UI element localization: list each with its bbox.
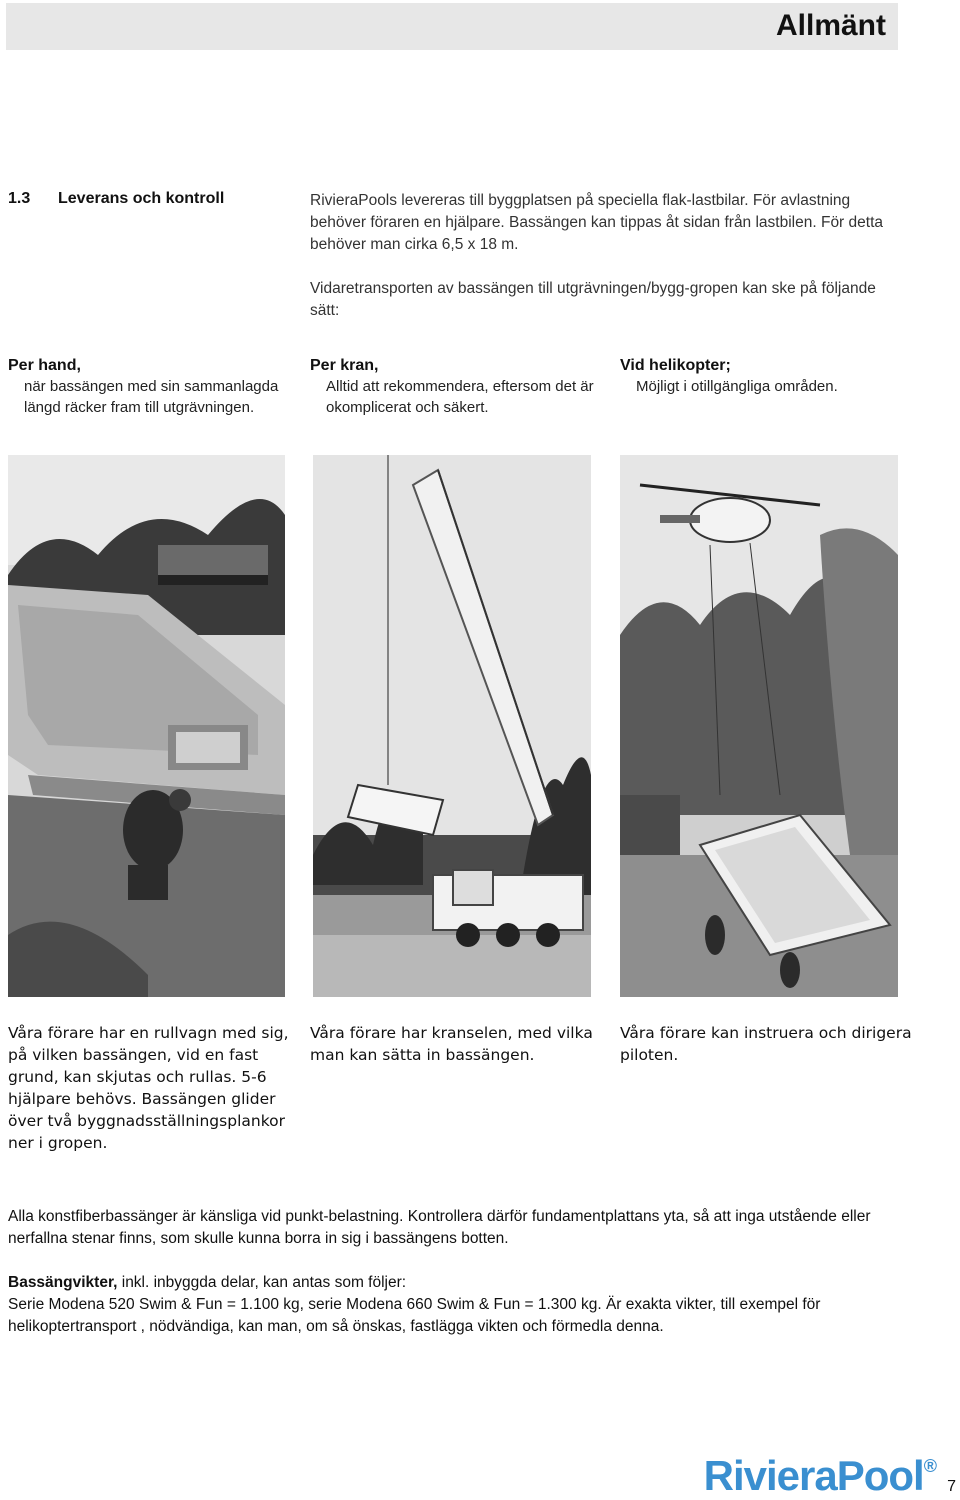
method-by-hand — [8, 355, 298, 418]
registered-mark: ® — [923, 1456, 936, 1476]
weights-label: Bassängvikter, — [8, 1274, 118, 1291]
section-intro — [310, 190, 900, 344]
section-number: 1.3 — [8, 190, 31, 207]
logo-text: RivieraPool — [703, 1452, 924, 1499]
caption-by-crane: Våra förare har kranselen, med vilka man kan sätta in bassängen. — [310, 1024, 593, 1064]
method-by-crane — [310, 355, 600, 418]
method-heading: Per hand, — [8, 357, 81, 374]
sensitivity-note: Alla konstfiberbassänger är känsliga vid punkt-belastning. Kontrollera därför fundamentplattans yta, så att inga utstående eller nerfallna stenar finns, som skulle kunna borra in sig i bassängens botten. — [8, 1208, 871, 1247]
photo-pool-by-hand — [8, 455, 285, 997]
intro-paragraph-1: RivieraPools levereras till byggplatsen på speciella flak-lastbilar. För avlastning behöver föraren en hjälpare. Bassängen kan tippas åt sidan från lastbilen. För detta behöver man cirka 6,5 x 18 m. — [310, 192, 884, 253]
weights-intro: inkl. inbyggda delar, kan antas som följer: — [117, 1274, 407, 1291]
method-description: Möjligt i otillgängliga områden. — [636, 378, 838, 395]
page-title: Allmänt — [775, 9, 886, 42]
crane-photo-icon — [313, 455, 591, 997]
weights-heading — [8, 1272, 908, 1294]
method-by-helicopter — [620, 355, 910, 397]
weights-text: Serie Modena 520 Swim & Fun = 1.100 kg, serie Modena 660 Swim & Fun = 1.300 kg. Är exakta vikter, till exempel för helikoptertransport , nödvändiga, kan man, om så önskas, fastlägga vikten och förmedla denna. — [8, 1296, 821, 1335]
riviera-pool-logo — [704, 1452, 936, 1500]
photo-pool-by-crane — [313, 455, 591, 997]
header-bar — [6, 3, 898, 50]
page-number: 7 — [947, 1478, 956, 1495]
method-description: Alltid att rekommendera, eftersom det är okomplicerat och säkert. — [326, 378, 594, 416]
helicopter-photo-icon — [620, 455, 898, 997]
photo-pool-by-helicopter — [620, 455, 898, 997]
caption-by-hand: Våra förare har en rullvagn med sig, på vilken bassängen, vid en fast grund, kan skjutas och rullas. 5-6 hjälpare behövs. Bassängen glider över två byggnadsställningsplankor ner i gropen. — [8, 1024, 289, 1152]
caption-by-helicopter: Våra förare kan instruera och dirigera piloten. — [620, 1024, 912, 1064]
method-heading: Vid helikopter; — [620, 357, 731, 374]
pool-photo-icon — [8, 455, 285, 997]
method-description: när bassängen med sin sammanlagda längd räcker fram till utgrävningen. — [24, 378, 279, 416]
section-title: Leverans och kontroll — [58, 190, 225, 207]
method-heading: Per kran, — [310, 357, 379, 374]
intro-paragraph-2: Vidaretransporten av bassängen till utgrävningen/bygg-gropen kan ske på följande sätt: — [310, 280, 876, 319]
